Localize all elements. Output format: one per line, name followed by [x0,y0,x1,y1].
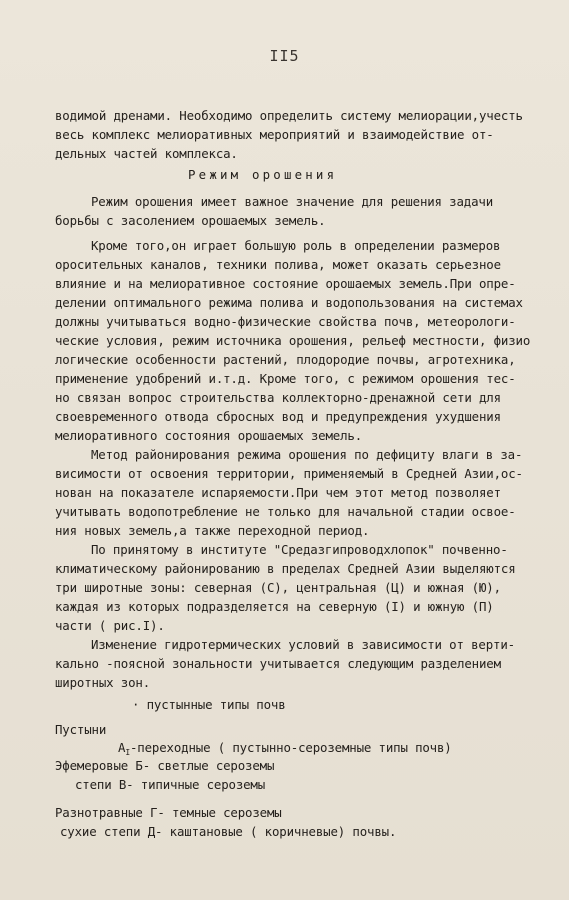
text-line: Режим орошения имеет важное значение для решения задачи [91,194,494,209]
classification-line: степи В- типичные сероземы [75,777,266,792]
text-line: ческие условия, режим источника орошения, рельеф местности, физио [55,333,531,348]
classification-line: · пустынные типы почв [132,697,286,712]
text-line: весь комплекс мелиоративных мероприятий и взаимодействие от- [55,127,494,142]
zone-subscript: I [125,748,130,757]
text-line: борьбы с засолением орошаемых земель. [55,213,326,228]
text-line: своевременного отвода сбросных вод и предупреждения ухудшения [55,409,501,424]
text-line: делении оптимального режима полива и водопользования на системах [55,295,523,310]
text-line: Метод районирования режима орошения по дефициту влаги в за- [91,447,523,462]
text-line: климатическому районированию в пределах Средней Азии выделяются [55,561,516,576]
text-line: но связан вопрос строительства коллекторно-дренажной сети для [55,390,501,405]
text-line: применение удобрений и.т.д. Кроме того, с режимом орошения тес- [55,371,516,386]
text-line: учитывать водопотребление не только для начальной стадии освое- [55,504,516,519]
text-line: широтных зон. [55,675,151,690]
text-line: оросительных каналов, техники полива, может оказать серьезное [55,257,501,272]
classification-line: сухие степи Д- каштановые ( коричневые) почвы. [60,824,397,839]
text-line: По принятому в институте "Средазгипроводхлопок" почвенно- [91,542,508,557]
page-number: II5 [269,47,300,65]
text-line: каждая из которых подразделяется на северную (I) и южную (П) [55,599,494,614]
text-line: Кроме того,он играет большую роль в определении размеров [91,238,501,253]
text-line: мелиоративного состояния орошаемых земель. [55,428,363,443]
text-line: висимости от освоения территории, применяемый в Средней Азии,ос- [55,466,523,481]
text-line: должны учитываться водно-физические свойства почв, метеорологи- [55,314,516,329]
text-line: кально -поясной зональности учитывается следующим разделением [55,656,501,671]
text-line: водимой дренами. Необходимо определить систему мелиорации,учесть [55,108,523,123]
classification-line: Разнотравные Г- темные сероземы [55,805,282,820]
classification-line: Эфемеровые Б- светлые сероземы [55,758,275,773]
text-line: ния новых земель,а также переходной период. [55,523,370,538]
classification-line [118,740,452,758]
text-line: нован на показателе испаряемости.При чем этот метод позволяет [55,485,501,500]
text-line: части ( рис.I). [55,618,165,633]
text-line: влияние и на мелиоративное состояние орошаемых земель.При опре- [55,276,516,291]
text-line: Изменение гидротермических условий в зависимости от верти- [91,637,515,652]
text-line: три широтные зоны: северная (С), центральная (Ц) и южная (Ю), [55,580,501,595]
text-line: дельных частей комплекса. [55,146,238,161]
text-line: логические особенности растений, плодородие почвы, агротехника, [55,352,516,367]
section-heading: Режим орошения [188,167,338,182]
classification-line: Пустыни [55,722,107,737]
zone-description: -переходные ( пустынно-сероземные типы почв) [129,740,452,755]
zone-symbol: А [118,740,126,755]
